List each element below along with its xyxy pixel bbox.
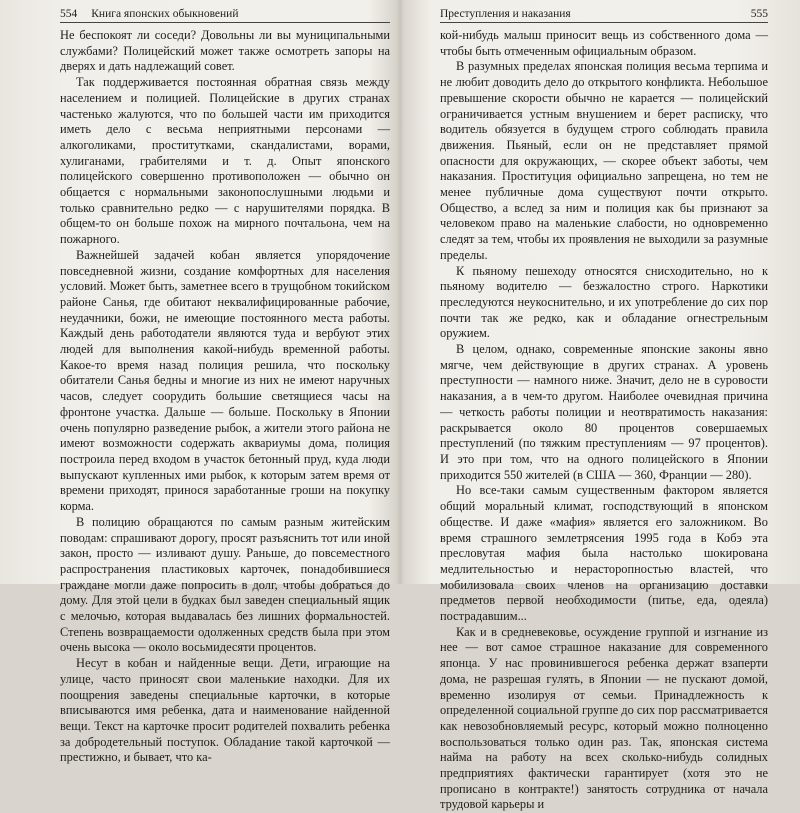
paragraph: В полицию обращаются по самым разным житейским поводам: спрашивают дорогу, просят разъяснить тот или иной закон, просто — изливают душу. Раньше, до повсеместного распространения пластиковых карточек, понадобившиеся граждане могли даже попросить в долг, чтобы добраться до дому. Для этой цели в будках был заведен специальный ящик с мелочью, которая выдавалась без лишних формальностей. Степень возвращаемости одолженных средств была при этом очень высока — около восьмидесяти процентов.: [60, 514, 390, 655]
paragraph: Но все-таки самым существенным фактором является общий моральный климат, господствующий в японском обществе. И даже «мафия» является его заложником. Во время страшного землетрясения 1995 года в Кобэ эта пресловутая мафия была настолько шокирована медлительностью и нерасторопностью властей, что мобилизовала своих членов на организацию доставки предметов первой необходимости (питье, еда, одеяла) пострадавшим...: [440, 483, 768, 624]
paragraph: Не беспокоят ли соседи? Довольны ли вы муниципальными службами? Полицейский может также осмотреть запоры на дверях и дать надлежащий совет.: [60, 28, 390, 74]
left-running-title: Книга японских обыкновений: [91, 8, 239, 20]
right-running-title: Преступления и наказания: [440, 8, 571, 20]
right-page: [400, 0, 800, 812]
paragraph: Несут в кобан и найденные вещи. Дети, играющие на улице, часто приносят свои маленькие находки. Для их поощрения заведены специальные карточки, в которые вписываются имя ребенка, дата и наименование найденной вещи. Текст на карточке просит родителей похвалить ребенка за добродетельный поступок. Обладание такой карточкой — престижно, и бывает, что ка-: [60, 656, 390, 765]
left-page-body: [60, 28, 390, 766]
left-page-number: 554: [60, 8, 78, 20]
right-page-header: [440, 8, 768, 23]
paragraph: кой-нибудь малыш приносит вещь из собственного дома — чтобы быть отмеченным официальным образом.: [440, 28, 768, 58]
paragraph: В разумных пределах японская полиция весьма терпима и не любит доводить дело до открытого конфликта. Небольшое превышение скорости обычно не карается — полицейский ограничивается устным внушением и берет расписку, что водитель обязуется в будущем строго соблюдать правила движения. Пьяный, если он не представляет прямой опасности для окружающих, — скорее объект заботы, чем наказания. Проституция официально запрещена, но тем не менее публичные дома существуют почти открыто. Общество, а вслед за ним и полиция как бы признают за человеком право на маленькие слабости, но одновременно следят за тем, чтобы их проявления не выходили за разумные пределы.: [440, 59, 768, 262]
paragraph: К пьяному пешеходу относятся снисходительно, но к пьяному водителю — безжалостно строго. Наркотики преследуются неукоснительно, и их употребление до сих пор почти так же редко, как и обладание огнестрельным оружием.: [440, 263, 768, 341]
left-page: [0, 0, 400, 765]
left-page-header: [60, 8, 390, 23]
right-page-number: 555: [750, 8, 768, 20]
paragraph: Важнейшей задачей кобан является упорядочение повседневной жизни, создание комфортных для населения условий. Может быть, заметнее всего в трущобном токийском районе Санья, где обитают неквалифицированные рабочие, неудачники, божи, не имеющие постоянного места работы. Каждый день работодатели являются туда и вербуют этих людей для выполнения какой-нибудь временной работы. Какое-то время назад полиция решила, что поскольку обитатели Санья бедны и многие из них не имеют наручных часов, следует соорудить большие светящиеся часы на фронтоне участка. Дальше — больше. Поскольку в Японии очень популярно разведение рыбок, а жители этого района не имеют возможности содержать аквариумы дома, полиция построила перед входом в участок бетонный пруд, куда люди выпускают купленных ими рыбок, к которым затем время от времени приходят, принося заработанные гроши на покупку корма.: [60, 247, 390, 514]
paragraph: В целом, однако, современные японские законы явно мягче, чем действующие в других странах. А уровень преступности — намного ниже. Значит, дело не в суровости наказания, а в чем-то другом. Наиболее очевидная причина — четкость работы полиции и неотвратимость наказания: раскрывается около 80 процентов совершаемых преступлений (по тяжким преступлениям — 97 процентов). И это при том, что на одного полицейского в Японии приходится 550 жителей (в США — 360, Франции — 280).: [440, 342, 768, 482]
right-page-body: [440, 28, 768, 813]
paragraph: Как и в средневековье, осуждение группой и изгнание из нее — вот самое страшное наказание для современного японца. У нас провинившегося ребенка держат взаперти дома, не разрешая гулять, в Японии — не пускают домой, временно изолируя от семьи. Принадлежность к определенной социальной группе до сих пор рассматривается как невозобновляемый ресурс, который можно полноценно воспользоваться только один раз. Так, японская система найма на работу на всех сколько-нибудь солидных предприятиях фактически гарантирует (хотя это не прописано в контракте!) занятость сотрудника от начала трудовой карьеры и: [440, 624, 768, 812]
paragraph: Так поддерживается постоянная обратная связь между населением и полицией. Полицейские в других странах частенько жалуются, что по большей части им приходится иметь дело с весьма неприятными персонами — алкоголиками, проститутками, скандалистами, ворами, хулиганами, грабителями и т. д. Опыт японского полицейского совершенно противоположен — обычно он общается с нормальными законопослушными людьми и только сравнительно редко — с нарушителями порядка. В общем-то он больше похож на мирного почтальона, чем на пожарного.: [60, 75, 390, 247]
